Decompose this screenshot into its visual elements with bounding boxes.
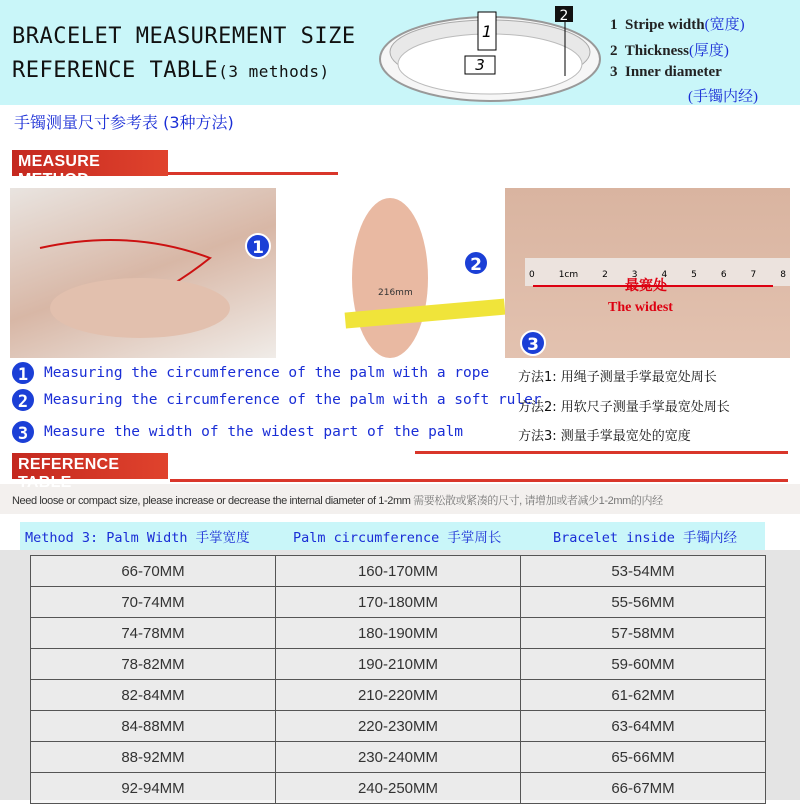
header-bracelet-inside: Bracelet inside 手镯内经	[553, 530, 738, 546]
widest-label-en: The widest	[608, 300, 673, 315]
table-cell: 240-250MM	[276, 773, 521, 804]
table-cell: 57-58MM	[521, 618, 766, 649]
tape-label: 216mm	[378, 288, 413, 298]
reference-table-banner: REFERENCE TABLE	[12, 453, 168, 479]
table-cell: 65-66MM	[521, 742, 766, 773]
divider	[170, 479, 788, 482]
photo-ruler-measure	[505, 188, 790, 358]
subtitle: 手镯测量尺寸参考表 (3种方法)	[14, 113, 234, 132]
widest-label-cn: 最宽处	[625, 278, 667, 294]
title-methods: (3 methods)	[218, 62, 330, 81]
table-cell: 170-180MM	[276, 587, 521, 618]
legend-item-1: 1 Stripe width(宽度)	[610, 17, 745, 33]
method-3-badge: 3	[10, 419, 36, 445]
table-cell: 55-56MM	[521, 587, 766, 618]
table-row	[31, 680, 766, 711]
table-row	[31, 649, 766, 680]
header-banner	[0, 0, 800, 105]
table-cell: 84-88MM	[31, 711, 276, 742]
method-1-text: Measuring the circumference of the palm with a rope	[44, 365, 490, 381]
title-line2-text: REFERENCE TABLE	[12, 58, 219, 83]
header-palm-width: Method 3: Palm Width 手掌宽度	[25, 530, 250, 546]
table-cell: 78-82MM	[31, 649, 276, 680]
method-1-cn: 方法1: 用绳子测量手掌最宽处周长	[518, 370, 717, 385]
method-3	[10, 419, 463, 445]
table-cell: 220-230MM	[276, 711, 521, 742]
diagram-label-2: 2	[559, 8, 569, 24]
table-row	[31, 556, 766, 587]
title-line2	[12, 58, 330, 83]
header-palm-circumference: Palm circumference 手掌周长	[293, 530, 502, 546]
rope-icon	[10, 188, 276, 358]
table-cell: 82-84MM	[31, 680, 276, 711]
table-cell: 59-60MM	[521, 649, 766, 680]
diagram-label-3: 3	[475, 56, 485, 74]
method-2-text: Measuring the circumference of the palm with a soft ruler	[44, 392, 542, 408]
legend-item-3: 3 Inner diameter	[610, 64, 722, 80]
size-table	[0, 550, 800, 800]
table-row	[31, 742, 766, 773]
title-line1: BRACELET MEASUREMENT SIZE	[12, 24, 356, 49]
table-cell: 160-170MM	[276, 556, 521, 587]
table-cell: 70-74MM	[31, 587, 276, 618]
photo-rope-measure	[10, 188, 276, 358]
legend-item-3-cn: (手镯内经)	[688, 89, 758, 105]
note-en: Need loose or compact size, please increase or decrease the internal diameter of 1-2mm	[12, 495, 411, 507]
method-2-badge: 2	[10, 387, 36, 413]
table-header	[20, 522, 765, 550]
table-cell: 92-94MM	[31, 773, 276, 804]
table-cell: 180-190MM	[276, 618, 521, 649]
size-note	[0, 484, 800, 514]
bracelet-diagram	[375, 4, 605, 104]
table-row	[31, 618, 766, 649]
table-row	[31, 711, 766, 742]
method-2-cn: 方法2: 用软尺子测量手掌最宽处周长	[518, 400, 730, 415]
table-cell: 210-220MM	[276, 680, 521, 711]
step-badge-1: 1	[245, 233, 271, 259]
table-row	[31, 773, 766, 804]
divider	[415, 451, 788, 454]
measure-method-banner: MEASURE METHOD	[12, 150, 168, 176]
table-cell: 66-67MM	[521, 773, 766, 804]
diagram-label-1: 1	[481, 22, 493, 41]
table-cell: 63-64MM	[521, 711, 766, 742]
table-row	[31, 587, 766, 618]
method-3-text: Measure the width of the widest part of the palm	[44, 424, 464, 440]
step-badge-3: 3	[520, 330, 546, 356]
note-cn: 需要松散或紧凑的尺寸, 请增加或者减少1-2mm的内经	[413, 495, 663, 507]
legend-item-2: 2 Thickness(厚度)	[610, 43, 729, 59]
method-2	[10, 387, 542, 413]
ruler: 0 1cm 2 3 4 5 6 7 8	[525, 258, 790, 286]
table-cell: 53-54MM	[521, 556, 766, 587]
method-1	[10, 360, 489, 386]
method-1-badge: 1	[10, 360, 36, 386]
table-cell: 61-62MM	[521, 680, 766, 711]
step-badge-2: 2	[463, 250, 489, 276]
table-cell: 190-210MM	[276, 649, 521, 680]
table-cell: 88-92MM	[31, 742, 276, 773]
table-cell: 74-78MM	[31, 618, 276, 649]
table-cell: 66-70MM	[31, 556, 276, 587]
table-cell: 230-240MM	[276, 742, 521, 773]
method-3-cn: 方法3: 测量手掌最宽处的宽度	[518, 429, 691, 444]
